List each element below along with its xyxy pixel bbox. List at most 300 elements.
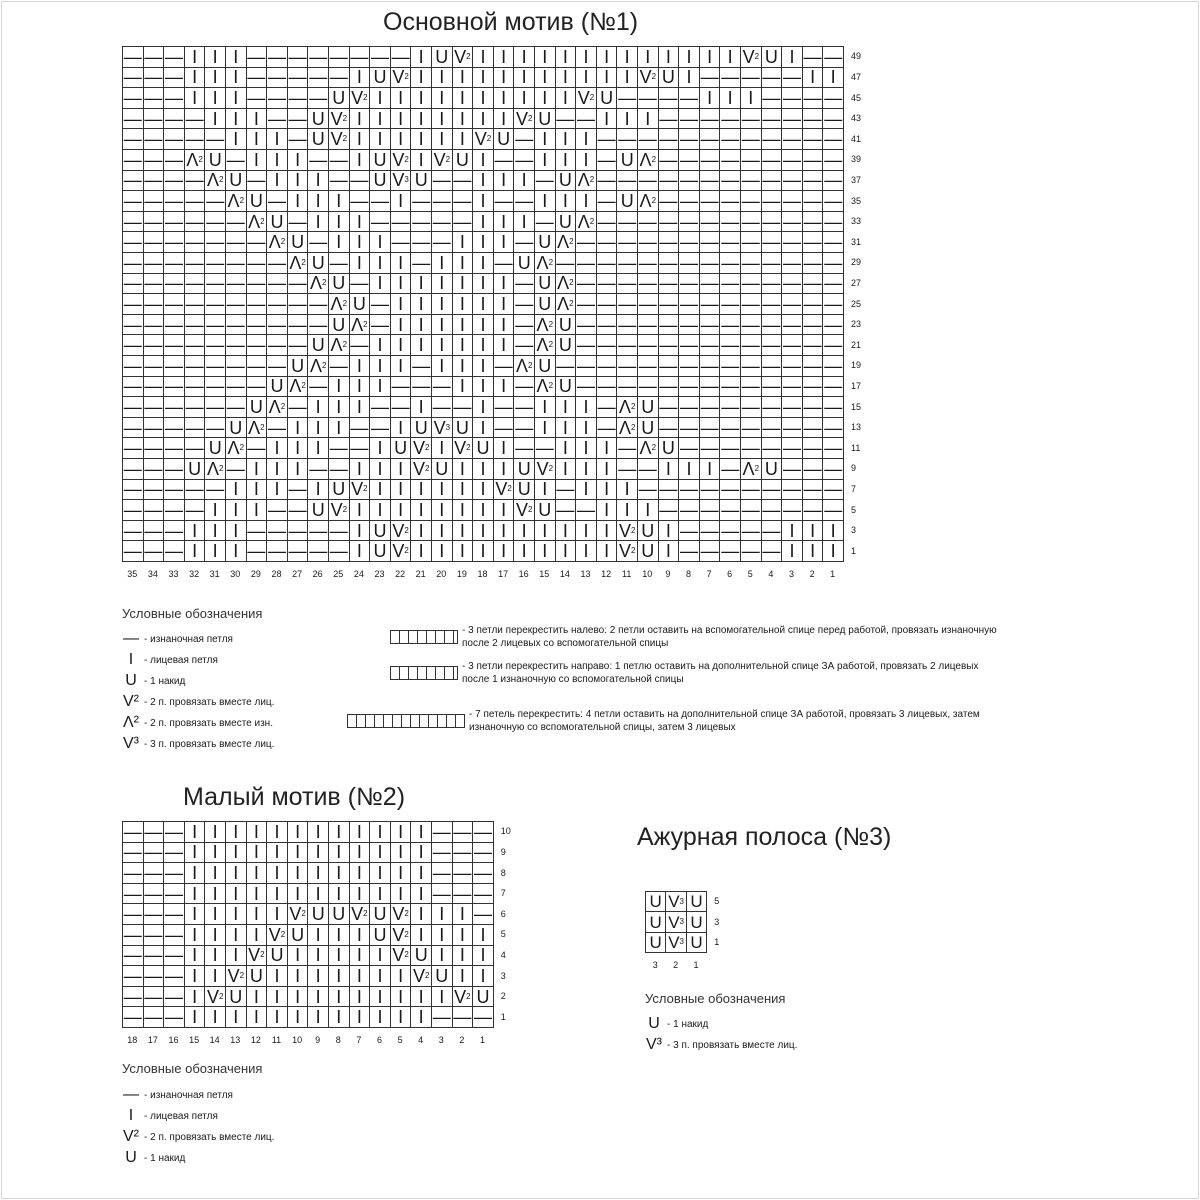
purl-icon: —: [185, 170, 204, 191]
column-number-label: 4: [768, 569, 774, 579]
purl-icon: —: [721, 150, 740, 170]
knit-icon: I: [494, 68, 515, 89]
purl-icon: —: [247, 88, 266, 108]
knit-icon: I: [350, 987, 371, 1008]
purl-icon: —: [556, 253, 575, 273]
purl-icon: —: [123, 1007, 142, 1028]
purl-icon: —: [226, 376, 245, 397]
k2tog-icon: V 2: [453, 47, 474, 68]
knit-icon: I: [597, 480, 618, 501]
purl-icon: —: [824, 376, 843, 397]
k2tog-icon: V²: [123, 693, 139, 710]
knit-icon: I: [350, 150, 371, 171]
knit-icon: I: [288, 438, 309, 459]
knit-icon: I: [391, 987, 412, 1008]
column-number-label: 16: [518, 569, 529, 579]
purl-icon: —: [700, 211, 719, 232]
row-number-label: 27: [851, 277, 862, 288]
purl-icon: —: [721, 479, 740, 500]
purl-icon: —: [824, 108, 843, 129]
knit-icon: I: [247, 480, 268, 501]
purl-icon: —: [803, 273, 822, 294]
knit-icon: I: [205, 47, 226, 68]
purl-icon: —: [803, 232, 822, 253]
purl-icon: —: [144, 253, 163, 273]
purl-icon: —: [618, 88, 637, 108]
legend-item: [122, 1086, 233, 1104]
purl-icon: —: [638, 273, 657, 294]
purl-icon: —: [288, 335, 307, 356]
knit-icon: I: [576, 459, 597, 480]
purl-icon: —: [721, 335, 740, 356]
knit-icon: I: [473, 47, 494, 68]
row-number-label: 10: [500, 826, 511, 837]
knit-icon: I: [267, 843, 288, 864]
purl-icon: —: [494, 356, 513, 376]
knit-icon: I: [411, 88, 432, 109]
purl-icon: —: [782, 150, 801, 170]
knit-icon: I: [226, 863, 247, 884]
knit-icon: I: [473, 459, 494, 480]
knit-icon: I: [247, 925, 268, 946]
purl-icon: —: [123, 88, 142, 108]
knit-icon: I: [556, 68, 577, 89]
knit-icon: I: [535, 541, 556, 562]
purl-icon: —: [618, 294, 637, 314]
purl-icon: —: [391, 232, 410, 253]
knit-icon: I: [411, 541, 432, 562]
purl-icon: —: [309, 294, 328, 314]
purl-icon: —: [721, 314, 740, 335]
k2tog-icon: V 2: [391, 68, 412, 89]
yarn-over-icon: U: [687, 933, 707, 953]
purl-icon: —: [762, 67, 781, 88]
knit-icon: I: [617, 500, 638, 521]
purl-icon: —: [782, 438, 801, 459]
column-number-label: 9: [315, 1035, 321, 1045]
purl-icon: —: [123, 397, 142, 417]
purl-icon: —: [123, 356, 142, 376]
k2tog-icon: V 2: [288, 904, 309, 925]
column-number-label: 30: [230, 569, 241, 579]
yarn-over-icon: U: [288, 356, 309, 377]
purl-icon: —: [721, 500, 740, 520]
cable-legend-item: [390, 624, 1002, 650]
purl-icon: —: [247, 335, 266, 356]
purl-icon: —: [226, 397, 245, 417]
column-number-label: 16: [168, 1035, 179, 1045]
knit-icon: I: [432, 500, 453, 521]
purl-icon: —: [679, 108, 698, 129]
purl-icon: —: [164, 986, 183, 1007]
legend-item-text: - лицевая петля: [144, 1110, 218, 1122]
knit-icon: I: [226, 822, 247, 843]
knit-icon: I: [267, 884, 288, 905]
knit-icon: I: [453, 541, 474, 562]
purl-icon: —: [144, 966, 163, 986]
purl-icon: —: [144, 47, 163, 67]
purl-icon: —: [391, 211, 410, 232]
knit-icon: I: [432, 253, 453, 274]
purl-icon: —: [679, 356, 698, 376]
knit-icon: I: [432, 946, 453, 967]
knit-icon: I: [432, 480, 453, 501]
knit-icon: I: [288, 987, 309, 1008]
k2tog-icon: V 2: [432, 150, 453, 171]
yarn-over-icon: U: [687, 912, 707, 932]
purl-icon: —: [206, 211, 225, 232]
knit-icon: I: [288, 843, 309, 864]
purl-icon: —: [659, 294, 678, 314]
knit-icon: I: [205, 863, 226, 884]
purl-icon: —: [123, 500, 142, 520]
knit-icon: I: [185, 541, 206, 562]
legend-item-text: - изнаночная петля: [144, 633, 233, 645]
knit-icon: I: [679, 459, 700, 480]
knit-icon: I: [370, 377, 391, 398]
knit-icon: I: [205, 925, 226, 946]
knit-icon: I: [185, 863, 206, 884]
knit-icon: I: [823, 521, 844, 542]
purl-icon: —: [144, 986, 163, 1007]
purl-icon: —: [597, 273, 616, 294]
purl-icon: —: [762, 232, 781, 253]
knit-icon: I: [329, 418, 350, 439]
cable-legend-item: [390, 660, 1002, 686]
knit-icon: I: [329, 863, 350, 884]
k2tog-icon: V 2: [473, 129, 494, 150]
knit-icon: I: [700, 459, 721, 480]
row-number-label: 49: [851, 51, 862, 62]
knit-icon: I: [370, 335, 391, 356]
purl-icon: —: [700, 500, 719, 520]
yarn-over-icon: U: [411, 418, 432, 439]
purl-icon: —: [144, 863, 163, 883]
knit-icon: I: [350, 500, 371, 521]
purl-icon: —: [185, 108, 204, 129]
purl-icon: —: [803, 438, 822, 459]
p2tog-icon: Λ 2: [576, 171, 597, 192]
knit-icon: I: [267, 987, 288, 1008]
purl-icon: —: [679, 211, 698, 232]
knit-icon: I: [185, 946, 206, 967]
k2tog-icon: V 2: [350, 480, 371, 501]
purl-icon: —: [741, 438, 760, 459]
purl-icon: —: [782, 108, 801, 129]
purl-icon: —: [741, 479, 760, 500]
purl-icon: —: [412, 211, 431, 232]
purl-icon: —: [123, 417, 142, 438]
purl-icon: —: [597, 356, 616, 376]
knit-icon: I: [391, 1007, 412, 1028]
knit-icon: I: [617, 109, 638, 130]
purl-icon: —: [288, 314, 307, 335]
k2tog-icon: V 2: [350, 904, 371, 925]
yarn-over-icon: U: [556, 315, 577, 336]
purl-icon: —: [123, 630, 139, 647]
purl-icon: —: [762, 541, 781, 562]
yarn-over-icon: U: [370, 171, 391, 192]
knit-icon: I: [391, 418, 412, 439]
knit-icon: I: [679, 47, 700, 68]
purl-icon: —: [164, 314, 183, 335]
purl-icon: —: [309, 314, 328, 335]
purl-icon: —: [391, 47, 410, 67]
purl-icon: —: [123, 211, 142, 232]
purl-icon: —: [267, 253, 286, 273]
knit-icon: I: [350, 377, 371, 398]
knit-icon: I: [247, 459, 268, 480]
knit-icon: I: [350, 541, 371, 562]
column-number-label: 10: [642, 569, 653, 579]
purl-icon: —: [370, 211, 389, 232]
knit-icon: I: [473, 418, 494, 439]
knit-icon: I: [514, 212, 535, 233]
column-number-label: 33: [168, 569, 179, 579]
purl-icon: —: [556, 500, 575, 520]
yarn-over-icon: U: [453, 418, 474, 439]
purl-icon: —: [638, 88, 657, 108]
purl-icon: —: [206, 273, 225, 294]
purl-icon: —: [123, 294, 142, 314]
knit-icon: I: [308, 946, 329, 967]
purl-icon: —: [762, 294, 781, 314]
knit-icon: I: [391, 191, 412, 212]
knit-icon: I: [432, 438, 453, 459]
legend2-title: Условные обозначения: [122, 1061, 263, 1076]
knit-icon: I: [205, 822, 226, 843]
row-number-label: 17: [851, 380, 862, 391]
column-number-label: 14: [209, 1035, 220, 1045]
purl-icon: —: [803, 500, 822, 520]
purl-icon: —: [185, 356, 204, 376]
purl-icon: —: [123, 925, 142, 945]
purl-icon: —: [721, 356, 740, 376]
purl-icon: —: [144, 459, 163, 479]
column-number-label: 10: [292, 1035, 303, 1045]
purl-icon: —: [144, 356, 163, 376]
knit-icon: I: [803, 541, 824, 562]
purl-icon: —: [288, 294, 307, 314]
row-number-label: 33: [851, 216, 862, 227]
knit-icon: I: [576, 418, 597, 439]
purl-icon: —: [576, 356, 595, 376]
purl-icon: —: [782, 459, 801, 479]
purl-icon: —: [144, 541, 163, 562]
yarn-over-icon: U: [329, 480, 350, 501]
knit-icon: I: [494, 109, 515, 130]
knit-icon: I: [576, 541, 597, 562]
knit-icon: I: [308, 171, 329, 192]
purl-icon: —: [185, 232, 204, 253]
purl-icon: —: [329, 356, 348, 376]
purl-icon: —: [453, 842, 472, 863]
purl-icon: —: [824, 191, 843, 211]
purl-icon: —: [164, 88, 183, 108]
yarn-over-icon: U: [535, 294, 556, 315]
knit-icon: I: [370, 274, 391, 295]
purl-icon: —: [123, 335, 142, 356]
k2tog-icon: V 2: [391, 946, 412, 967]
yarn-over-icon: U: [535, 356, 556, 377]
k2tog-icon: V 2: [205, 987, 226, 1008]
knit-icon: I: [185, 521, 206, 542]
knit-icon: I: [308, 397, 329, 418]
row-number-label: 3: [500, 970, 506, 981]
purl-icon: —: [144, 108, 163, 129]
p2tog-icon: Λ 2: [535, 315, 556, 336]
purl-icon: —: [597, 376, 616, 397]
purl-icon: —: [803, 294, 822, 314]
purl-icon: —: [618, 335, 637, 356]
purl-icon: —: [741, 211, 760, 232]
knit-icon: I: [226, 904, 247, 925]
yarn-over-icon: U: [514, 459, 535, 480]
knit-icon: I: [391, 129, 412, 150]
row-number-label: 1: [851, 545, 857, 556]
row-number-label: 4: [500, 949, 506, 960]
legend-item: [645, 1036, 797, 1054]
purl-icon: —: [576, 273, 595, 294]
purl-icon: —: [762, 335, 781, 356]
purl-icon: —: [679, 170, 698, 191]
purl-icon: —: [679, 335, 698, 356]
knit-icon: I: [350, 232, 371, 253]
knit-icon: I: [494, 459, 515, 480]
purl-icon: —: [721, 520, 740, 541]
cable-legend-text: - 7 петель перекрестить: 4 петли оставить на дополнительной спице ЗА работой, провязать 3 лицевых, затем изнаночную со вспомогательной спицы, затем 3 лицевых: [469, 709, 980, 733]
knit-icon: I: [576, 150, 597, 171]
yarn-over-icon: U: [247, 966, 268, 987]
purl-icon: —: [164, 376, 183, 397]
purl-icon: —: [473, 863, 492, 883]
purl-icon: —: [370, 417, 389, 438]
purl-icon: —: [576, 108, 595, 129]
row-number-label: 13: [851, 422, 862, 433]
purl-icon: —: [247, 294, 266, 314]
purl-icon: —: [123, 376, 142, 397]
purl-icon: —: [515, 191, 534, 211]
knit-icon: I: [494, 274, 515, 295]
knit-icon: I: [494, 335, 515, 356]
knit-icon: I: [473, 212, 494, 233]
column-number-label: 31: [209, 569, 220, 579]
purl-icon: —: [185, 273, 204, 294]
knit-icon: I: [226, 925, 247, 946]
column-number-label: 11: [271, 1035, 282, 1045]
purl-icon: —: [700, 314, 719, 335]
knit-icon: I: [370, 884, 391, 905]
purl-icon: —: [123, 986, 142, 1007]
yarn-over-icon: U: [370, 925, 391, 946]
purl-icon: —: [700, 541, 719, 562]
purl-icon: —: [762, 150, 781, 170]
purl-icon: —: [741, 417, 760, 438]
cable-legend-text: - 3 петли перекрестить налево: 2 петли оставить на вспомогательной спице перед работой, провязать изнаночную после 2 лицевых со вспомогательной спицы: [462, 625, 997, 649]
k2tog-icon: V 2: [391, 521, 412, 542]
purl-icon: —: [123, 822, 142, 842]
p2tog-icon: Λ 2: [535, 253, 556, 274]
knit-icon: I: [453, 88, 474, 109]
purl-icon: —: [432, 842, 451, 863]
purl-icon: —: [700, 170, 719, 191]
legend-item-text: - изнаночная петля: [144, 1089, 233, 1101]
purl-icon: —: [267, 417, 286, 438]
knit-icon: I: [370, 356, 391, 377]
knit-icon: I: [226, 47, 247, 68]
purl-icon: —: [144, 822, 163, 842]
knit-icon: I: [226, 129, 247, 150]
yarn-over-icon: U: [762, 459, 783, 480]
purl-icon: —: [741, 500, 760, 520]
legend-item: [122, 735, 274, 753]
yarn-over-icon: U: [308, 109, 329, 130]
column-number-label: 20: [436, 569, 447, 579]
knit-icon: I: [453, 500, 474, 521]
purl-icon: —: [824, 294, 843, 314]
purl-icon: —: [515, 376, 534, 397]
purl-icon: —: [164, 945, 183, 966]
purl-icon: —: [123, 150, 142, 170]
knit-icon: I: [350, 946, 371, 967]
knit-icon: I: [473, 356, 494, 377]
purl-icon: —: [185, 417, 204, 438]
knit-icon: I: [453, 459, 474, 480]
knit-icon: I: [453, 253, 474, 274]
purl-icon: —: [144, 170, 163, 191]
knit-icon: I: [226, 88, 247, 109]
purl-icon: —: [247, 520, 266, 541]
purl-icon: —: [576, 294, 595, 314]
purl-icon: —: [144, 335, 163, 356]
purl-icon: —: [309, 376, 328, 397]
knit-icon: I: [329, 884, 350, 905]
purl-icon: —: [267, 356, 286, 376]
purl-icon: —: [515, 335, 534, 356]
purl-icon: —: [762, 314, 781, 335]
purl-icon: —: [123, 945, 142, 966]
knit-icon: I: [473, 191, 494, 212]
purl-icon: —: [782, 170, 801, 191]
knit-icon: I: [556, 459, 577, 480]
purl-icon: —: [164, 191, 183, 211]
knit-icon: I: [453, 480, 474, 501]
knit-icon: I: [411, 315, 432, 336]
purl-icon: —: [824, 273, 843, 294]
purl-icon: —: [741, 191, 760, 211]
knit-icon: I: [473, 150, 494, 171]
purl-icon: —: [309, 541, 328, 562]
purl-icon: —: [515, 438, 534, 459]
row-number-label: 45: [851, 92, 862, 103]
knit-icon: I: [185, 822, 206, 843]
purl-icon: —: [144, 129, 163, 150]
knit-icon: I: [247, 109, 268, 130]
purl-icon: —: [206, 479, 225, 500]
yarn-over-icon: U: [659, 68, 680, 89]
purl-icon: —: [144, 945, 163, 966]
column-number-label: 9: [665, 569, 671, 579]
knit-icon: I: [556, 88, 577, 109]
k2tog-icon: V 2: [453, 987, 474, 1008]
purl-icon: —: [782, 479, 801, 500]
p2tog-icon: Λ 2: [247, 212, 268, 233]
k2tog-icon: V 2: [494, 480, 515, 501]
knit-icon: I: [453, 966, 474, 987]
purl-icon: —: [350, 191, 369, 211]
knit-icon: I: [473, 68, 494, 89]
chart-grid: [122, 46, 844, 562]
